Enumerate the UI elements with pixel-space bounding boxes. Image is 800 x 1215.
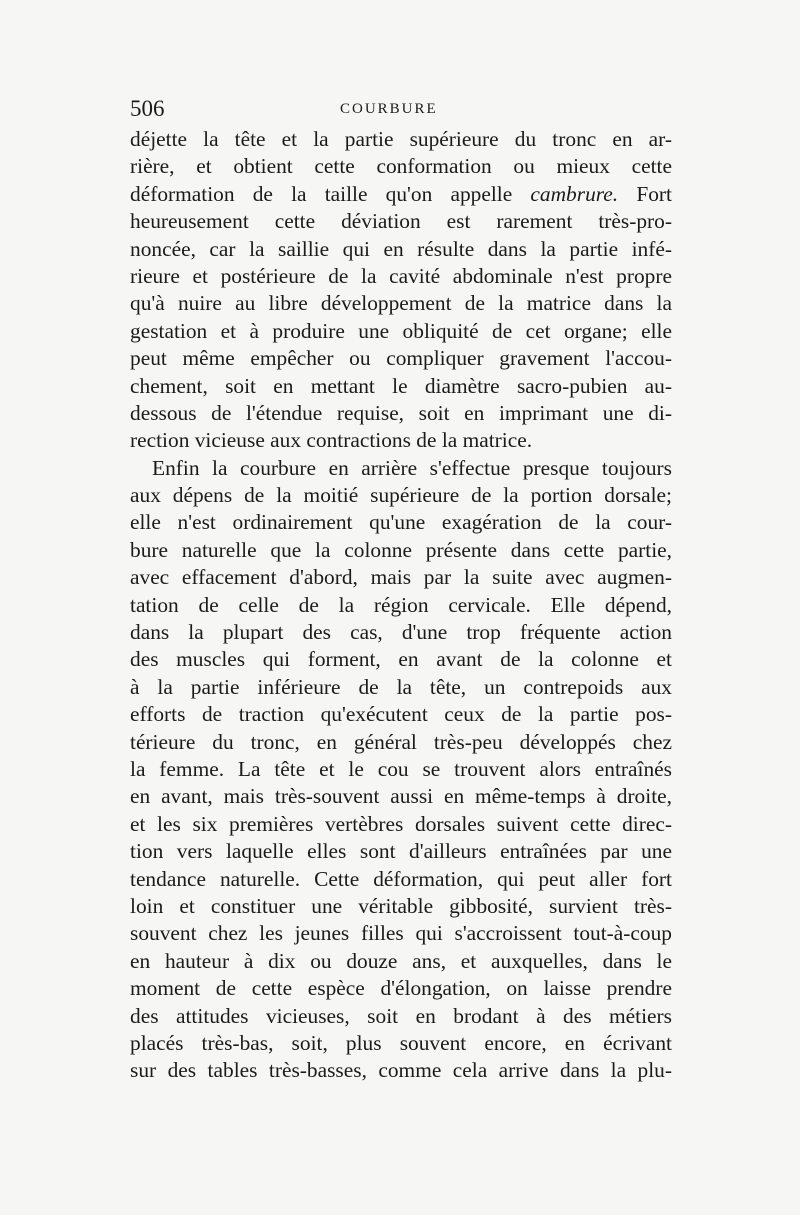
page-number: 506 — [130, 96, 165, 121]
text-line: gestation et à produire une obliquité de cet organe; elle — [130, 318, 672, 343]
text-line: à la partie inférieure de la tête, un contrepoids aux — [130, 674, 672, 699]
text-line — [130, 181, 672, 208]
text-line: Enfin la courbure en arrière s'effectue presque toujours — [152, 455, 672, 480]
text-line: qu'à nuire au libre développement de la matrice dans la — [130, 291, 672, 316]
text-line: peut même empêcher ou compliquer gravement l'accou- — [130, 346, 672, 371]
text-line: rection vicieuse aux contractions de la matrice. — [130, 428, 533, 453]
text-line: bure naturelle que la colonne présente dans cette partie, — [130, 537, 672, 562]
text-line: rière, et obtient cette conformation ou mieux cette — [130, 154, 672, 179]
text-line: des attitudes vicieuses, soit en brodant à des métiers — [130, 1003, 672, 1028]
text-line: heureusement cette déviation est rarement très-pro- — [130, 209, 672, 234]
text-line: la femme. La tête et le cou se trouvent alors entraînés — [130, 756, 672, 781]
text-line: moment de cette espèce d'élongation, on laisse prendre — [130, 976, 672, 1001]
text-line: noncée, car la saillie qui en résulte dans la partie infé- — [130, 236, 672, 261]
text-line: efforts de traction qu'exécutent ceux de la partie pos- — [130, 702, 672, 727]
text-line: souvent chez les jeunes filles qui s'accroissent tout-à-coup — [130, 921, 672, 946]
italic-term: cambrure. — [530, 181, 619, 206]
text-line: avec effacement d'abord, mais par la suite avec augmen- — [130, 565, 672, 590]
text-line: en avant, mais très-souvent aussi en même-temps à droite, — [130, 784, 672, 809]
body-text — [130, 126, 672, 1085]
text-line: elle n'est ordinairement qu'une exagération de la cour- — [130, 510, 672, 535]
text-line: aux dépens de la moitié supérieure de la portion dorsale; — [130, 483, 672, 508]
text-line: placés très-bas, soit, plus souvent encore, en écrivant — [130, 1030, 672, 1055]
text-line: tendance naturelle. Cette déformation, qui peut aller fort — [130, 866, 672, 891]
text-line: sur des tables très-basses, comme cela arrive dans la plu- — [130, 1058, 672, 1083]
running-title: COURBURE — [340, 101, 438, 117]
text-line: des muscles qui forment, en avant de la colonne et — [130, 647, 672, 672]
text-line: térieure du tronc, en général très-peu développés chez — [130, 729, 672, 754]
text-line: déjette la tête et la partie supérieure du tronc en ar- — [130, 127, 672, 151]
text-line: et les six premières vertèbres dorsales suivent cette direc- — [130, 811, 672, 836]
text-line: tion vers laquelle elles sont d'ailleurs entraînées par une — [130, 839, 672, 864]
text-segment: déformation de la taille qu'on appelle — [130, 181, 513, 206]
text-line: dans la plupart des cas, d'une trop fréquente action — [130, 620, 672, 645]
text-line: loin et constituer une véritable gibbosité, survient très- — [130, 893, 672, 918]
page-header — [130, 96, 675, 124]
text-line: en hauteur à dix ou douze ans, et auxquelles, dans le — [130, 948, 672, 973]
text-line: rieure et postérieure de la cavité abdominale n'est propre — [130, 263, 672, 288]
text-line: chement, soit en mettant le diamètre sacro-pubien au- — [130, 373, 672, 398]
text-line: dessous de l'étendue requise, soit en imprimant une di- — [130, 400, 672, 425]
text-line: tation de celle de la région cervicale. Elle dépend, — [130, 592, 672, 617]
text-segment: Fort — [618, 181, 672, 206]
